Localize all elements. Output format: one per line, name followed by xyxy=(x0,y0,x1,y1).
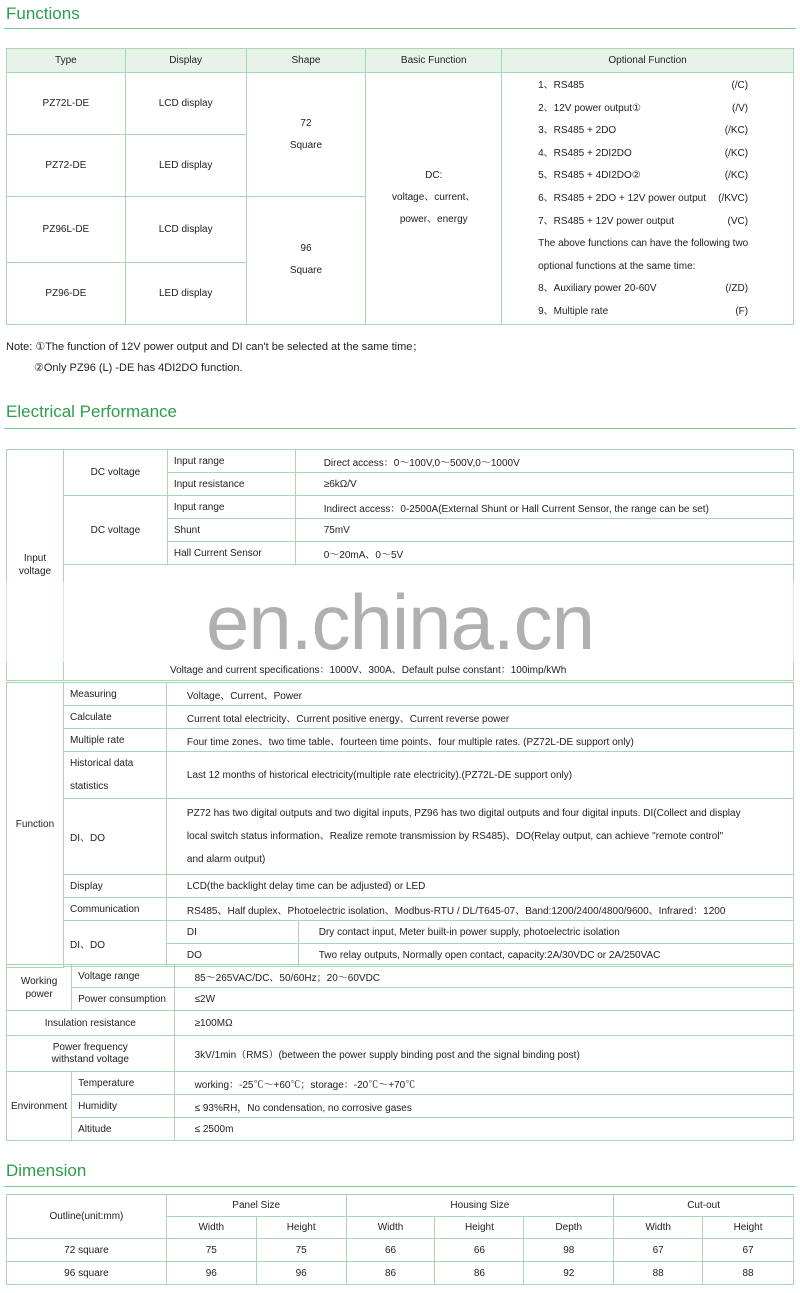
cell: 88 xyxy=(703,1262,794,1285)
input-range-value: Direct access：0～100V,0～500V,0～1000V xyxy=(295,450,793,473)
altitude-value: ≤ 2500m xyxy=(174,1118,793,1141)
optional-item: 5、RS485 + 4DI2DO② (/KC) xyxy=(538,170,749,182)
optional-item: 7、RS485 + 12V power output (VC) xyxy=(538,215,749,227)
do-label: DO xyxy=(166,944,298,967)
group-header-cutout: Cut-out xyxy=(614,1195,794,1217)
optional-item: 6、RS485 + 2DO + 12V power output (/KVC) xyxy=(538,192,749,204)
col-header-basic: Basic Function xyxy=(366,49,502,73)
dido-label: DI、DO xyxy=(63,799,166,875)
basic-line: voltage、current、 xyxy=(392,192,476,204)
altitude-label: Altitude xyxy=(72,1118,174,1141)
cell: 67 xyxy=(614,1239,703,1262)
group-header-panel: Panel Size xyxy=(166,1195,346,1217)
type-cell: PZ72-DE xyxy=(7,135,126,197)
input-resistance-label: Input resistance xyxy=(167,473,295,496)
cell: 66 xyxy=(435,1239,524,1262)
dimension-rule xyxy=(4,1186,796,1187)
calculate-label: Calculate xyxy=(63,706,166,729)
environment-label: Environment xyxy=(7,1072,72,1141)
electrical-title: Electrical Performance xyxy=(6,402,178,421)
display-cell: LCD display xyxy=(125,73,246,135)
optional-item: 8、Auxiliary power 20-60V (/ZD) xyxy=(538,283,749,295)
temperature-value: working：-25℃～+60℃；storage：-20℃～+70℃ xyxy=(174,1072,793,1095)
basic-function-cell xyxy=(366,73,502,325)
input-range-value: Indirect access：0-2500A(External Shunt or Hall Current Sensor, the range can be set) xyxy=(295,496,793,519)
cell: 96 xyxy=(256,1262,346,1285)
col-header-shape: Shape xyxy=(246,49,366,73)
cell: 98 xyxy=(524,1239,614,1262)
cell: 75 xyxy=(256,1239,346,1262)
functions-table xyxy=(6,48,794,325)
dc-voltage-label: DC voltage xyxy=(63,496,167,565)
shape-form: Square xyxy=(289,265,323,277)
power-consumption-value: ≤2W xyxy=(174,988,793,1011)
row-label: 96 square xyxy=(7,1262,167,1285)
spec-text: Voltage and current specifications：1000V、300A、Default pulse constant：100imp/kWh xyxy=(169,665,567,676)
basic-line: DC: xyxy=(425,170,443,182)
do-value: Two relay outputs, Normally open contact, capacity:2A/30VDC or 2A/250VAC xyxy=(298,944,793,967)
table-row xyxy=(7,1239,794,1262)
display-cell: LCD display xyxy=(125,197,246,263)
temperature-label: Temperature xyxy=(72,1072,174,1095)
di-label: DI xyxy=(166,921,298,944)
functions-title: Functions xyxy=(6,4,80,23)
sub-header: Width xyxy=(346,1217,435,1239)
type-cell: PZ96-DE xyxy=(7,262,126,324)
display-value: LCD(the backlight delay time can be adjusted) or LED xyxy=(166,875,793,898)
sub-header: Height xyxy=(703,1217,794,1239)
shape-96-cell xyxy=(246,197,366,325)
electrical-misc-table xyxy=(6,964,794,1141)
multiple-rate-label: Multiple rate xyxy=(63,729,166,752)
withstand-value: 3kV/1min（RMS）(between the power supply binding post and the signal binding post) xyxy=(174,1036,793,1072)
dimension-title: Dimension xyxy=(6,1161,87,1180)
shape-size: 96 xyxy=(300,243,312,255)
group-header-housing: Housing Size xyxy=(346,1195,614,1217)
sub-header: Height xyxy=(435,1217,524,1239)
table-row xyxy=(7,1262,794,1285)
input-range-label: Input range xyxy=(167,450,295,473)
display-cell: LED display xyxy=(125,262,246,324)
col-header-type: Type xyxy=(7,49,126,73)
dimension-table xyxy=(6,1194,794,1285)
optional-item: 4、RS485 + 2DI2DO (/KC) xyxy=(538,147,749,159)
cell: 75 xyxy=(166,1239,256,1262)
note-line-2: ②Only PZ96 (L) -DE has 4DI2DO function. xyxy=(34,362,243,374)
col-header-display: Display xyxy=(125,49,246,73)
communication-value: RS485、Half duplex、Photoelectric isolation、Modbus-RTU / DL/T645-07、Band:1200/2400/4800/9600、Infrared：1200 xyxy=(166,898,793,921)
electrical-function-table xyxy=(6,682,794,968)
basic-line: power、energy xyxy=(399,214,468,226)
optional-note: optional functions at the same time: xyxy=(538,260,696,272)
historical-label: Historical data statistics xyxy=(63,752,166,799)
multiple-rate-value: Four time zones、two time table、fourteen time points、four multiple rates. (PZ72L-DE support only) xyxy=(166,729,793,752)
power-consumption-label: Power consumption xyxy=(72,988,174,1011)
type-cell: PZ72L-DE xyxy=(7,73,126,135)
working-power-label: Working power xyxy=(7,965,72,1011)
communication-label: Communication xyxy=(63,898,166,921)
function-label: Function xyxy=(7,683,64,968)
voltage-range-label: Voltage range xyxy=(72,965,174,988)
cell: 66 xyxy=(346,1239,435,1262)
di-value: Dry contact input, Meter built-in power supply, photoelectric isolation xyxy=(298,921,793,944)
cell: 92 xyxy=(524,1262,614,1285)
input-voltage-label: Input voltage xyxy=(7,450,64,681)
input-range-label: Input range xyxy=(167,496,295,519)
measuring-label: Measuring xyxy=(63,683,166,706)
optional-item: 9、Multiple rate (F) xyxy=(538,305,749,317)
dc-voltage-label: DC voltage xyxy=(63,450,167,496)
dido2-label: DI、DO xyxy=(63,921,166,967)
humidity-label: Humidity xyxy=(72,1095,174,1118)
calculate-value: Current total electricity、Current positive energy、Current reverse power xyxy=(166,706,793,729)
functions-rule xyxy=(4,28,796,29)
col-header-optional: Optional Function xyxy=(502,49,794,73)
sub-header: Width xyxy=(166,1217,256,1239)
shape-form: Square xyxy=(289,139,323,151)
row-label: 72 square xyxy=(7,1239,167,1262)
humidity-value: ≤ 93%RH，No condensation, no corrosive gases xyxy=(174,1095,793,1118)
type-cell: PZ96L-DE xyxy=(7,197,126,263)
withstand-label: Power frequency withstand voltage xyxy=(7,1036,175,1072)
watermark: en.china.cn xyxy=(0,582,800,662)
optional-item: 2、12V power output① (/V) xyxy=(538,102,749,114)
dido-value: PZ72 has two digital outputs and two digital inputs, PZ96 has two digital outputs and four digital inputs. DI(Collect and display local switch status information、Realize remote transmission by RS485)、DO(Relay output, can achieve "remote control" and alarm output) xyxy=(166,799,793,875)
insulation-label: Insulation resistance xyxy=(7,1011,175,1036)
shape-size: 72 xyxy=(300,117,312,129)
historical-value: Last 12 months of historical electricity(multiple rate electricity).(PZ72L-DE support only) xyxy=(166,752,793,799)
insulation-value: ≥100MΩ xyxy=(174,1011,793,1036)
voltage-range-value: 85～265VAC/DC、50/60Hz；20～60VDC xyxy=(174,965,793,988)
sub-header: Width xyxy=(614,1217,703,1239)
display-label: Display xyxy=(63,875,166,898)
input-resistance-value: ≥6kΩ/V xyxy=(295,473,793,496)
outline-header: Outline(unit:mm) xyxy=(7,1195,167,1239)
electrical-rule xyxy=(4,428,796,429)
cell: 96 xyxy=(166,1262,256,1285)
cell: 86 xyxy=(346,1262,435,1285)
hall-sensor-value: 0～20mA、0～5V xyxy=(295,542,793,565)
sub-header: Depth xyxy=(524,1217,614,1239)
optional-function-cell xyxy=(502,73,794,325)
hall-sensor-label: Hall Current Sensor xyxy=(167,542,295,565)
optional-note: The above functions can have the following two xyxy=(538,238,749,250)
display-cell: LED display xyxy=(125,135,246,197)
cell: 86 xyxy=(435,1262,524,1285)
shape-72-cell xyxy=(246,73,366,197)
optional-item: 1、RS485 (/C) xyxy=(538,80,749,91)
cell: 88 xyxy=(614,1262,703,1285)
measuring-value: Voltage、Current、Power xyxy=(166,683,793,706)
shunt-label: Shunt xyxy=(167,519,295,542)
shunt-value: 75mV xyxy=(295,519,793,542)
optional-item: 3、RS485 + 2DO (/KC) xyxy=(538,125,749,137)
cell: 67 xyxy=(703,1239,794,1262)
sub-header: Height xyxy=(256,1217,346,1239)
note-line-1: Note: ①The function of 12V power output and DI can't be selected at the same time； xyxy=(6,341,424,353)
